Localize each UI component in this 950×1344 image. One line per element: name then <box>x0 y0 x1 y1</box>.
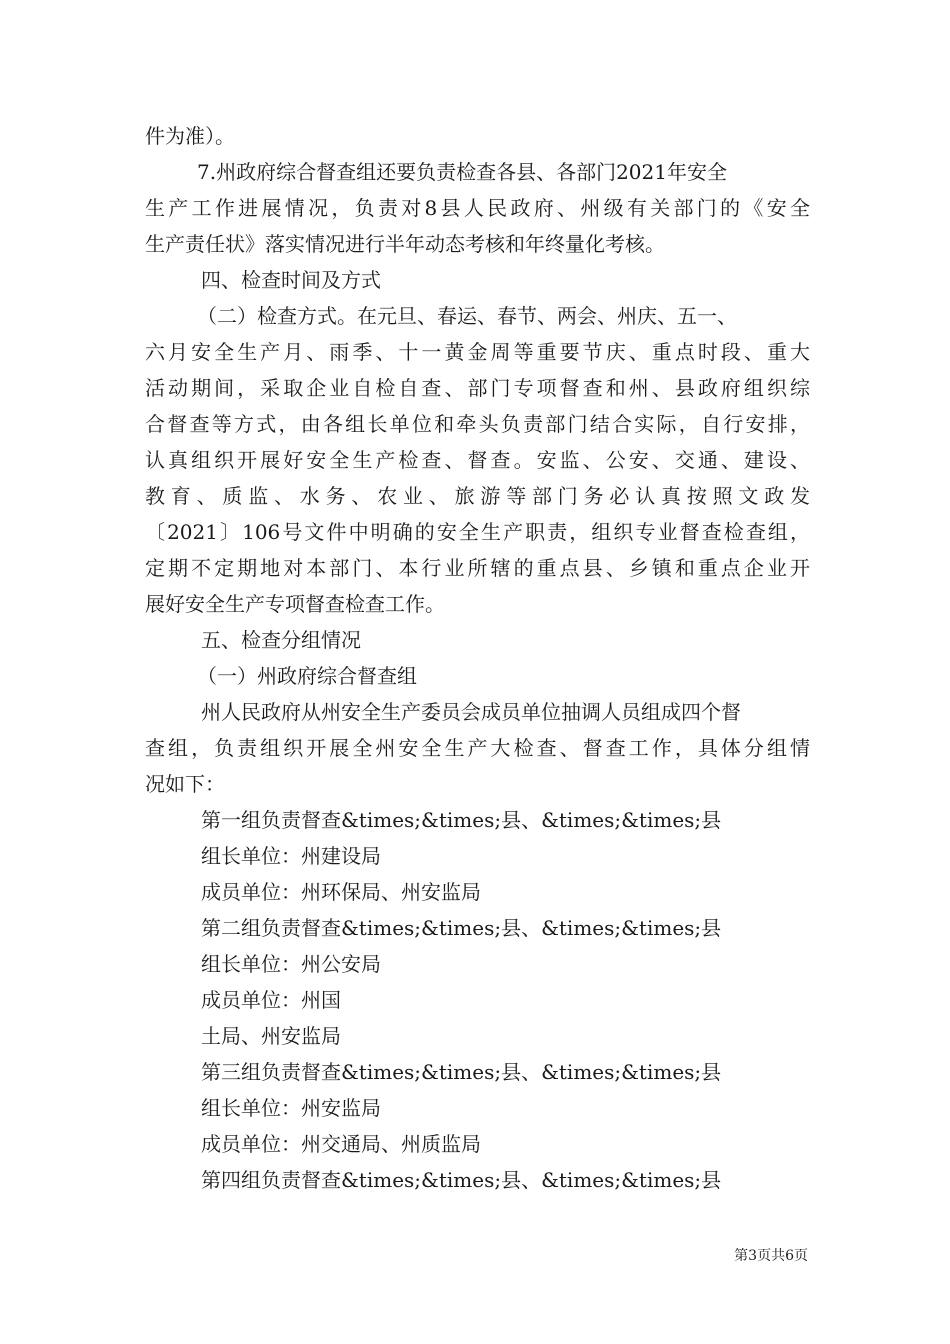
group-line: 第四组负责督查&times;&times;县、&times;&times;县 <box>201 1168 722 1192</box>
section-heading: 四、检查时间及方式 <box>201 268 381 292</box>
paragraph-line: 认真组织开展好安全生产检查、督查。安监、公安、交通、建设、 <box>145 448 810 472</box>
group-line: 第三组负责督查&times;&times;县、&times;&times;县 <box>201 1060 722 1084</box>
paragraph-line: 州人民政府从州安全生产委员会成员单位抽调人员组成四个督 <box>201 700 741 724</box>
group-line: 组长单位：州安监局 <box>201 1096 381 1120</box>
paragraph-line: 生产工作进展情况，负责对8县人民政府、州级有关部门的《安全 <box>145 196 810 220</box>
section-heading: 五、检查分组情况 <box>201 628 361 652</box>
group-line: 组长单位：州建设局 <box>201 844 381 868</box>
group-line: 第二组负责督查&times;&times;县、&times;&times;县 <box>201 916 722 940</box>
paragraph-line: 生产责任状》落实情况进行半年动态考核和年终量化考核。 <box>145 232 665 256</box>
paragraph-line: 合督查等方式，由各组长单位和牵头负责部门结合实际，自行安排， <box>145 412 810 436</box>
paragraph-line: 教育、质监、水务、农业、旅游等部门务必认真按照文政发 <box>145 484 810 508</box>
group-line: 组长单位：州公安局 <box>201 952 381 976</box>
paragraph-line: （二）检查方式。在元旦、春运、春节、两会、州庆、五一、 <box>197 304 737 328</box>
group-line: 成员单位：州环保局、州安监局 <box>201 880 481 904</box>
paragraph-line: 定期不定期地对本部门、本行业所辖的重点县、乡镇和重点企业开 <box>145 556 810 580</box>
paragraph-line: 六月安全生产月、雨季、十一黄金周等重要节庆、重点时段、重大 <box>145 340 810 364</box>
group-line: 成员单位：州国 <box>201 988 341 1012</box>
group-line: 成员单位：州交通局、州质监局 <box>201 1132 481 1156</box>
paragraph-line: 7.州政府综合督查组还要负责检查各县、各部门2021年安全 <box>197 160 727 184</box>
document-body <box>145 118 810 1198</box>
subsection-heading: （一）州政府综合督查组 <box>197 664 417 688</box>
group-line: 第一组负责督查&times;&times;县、&times;&times;县 <box>201 808 722 832</box>
paragraph-line: 况如下： <box>145 772 225 796</box>
paragraph-line: 查组，负责组织开展全州安全生产大检查、督查工作，具体分组情 <box>145 736 810 760</box>
page-number: 第3页共6页 <box>734 1248 808 1264</box>
paragraph-line: 〔2021〕106号文件中明确的安全生产职责，组织专业督查检查组， <box>145 520 810 544</box>
group-line: 土局、州安监局 <box>201 1024 341 1048</box>
paragraph-line: 展好安全生产专项督查检查工作。 <box>145 592 445 616</box>
paragraph-line: 件为准）。 <box>145 124 235 148</box>
paragraph-line: 活动期间，采取企业自检自查、部门专项督查和州、县政府组织综 <box>145 376 810 400</box>
